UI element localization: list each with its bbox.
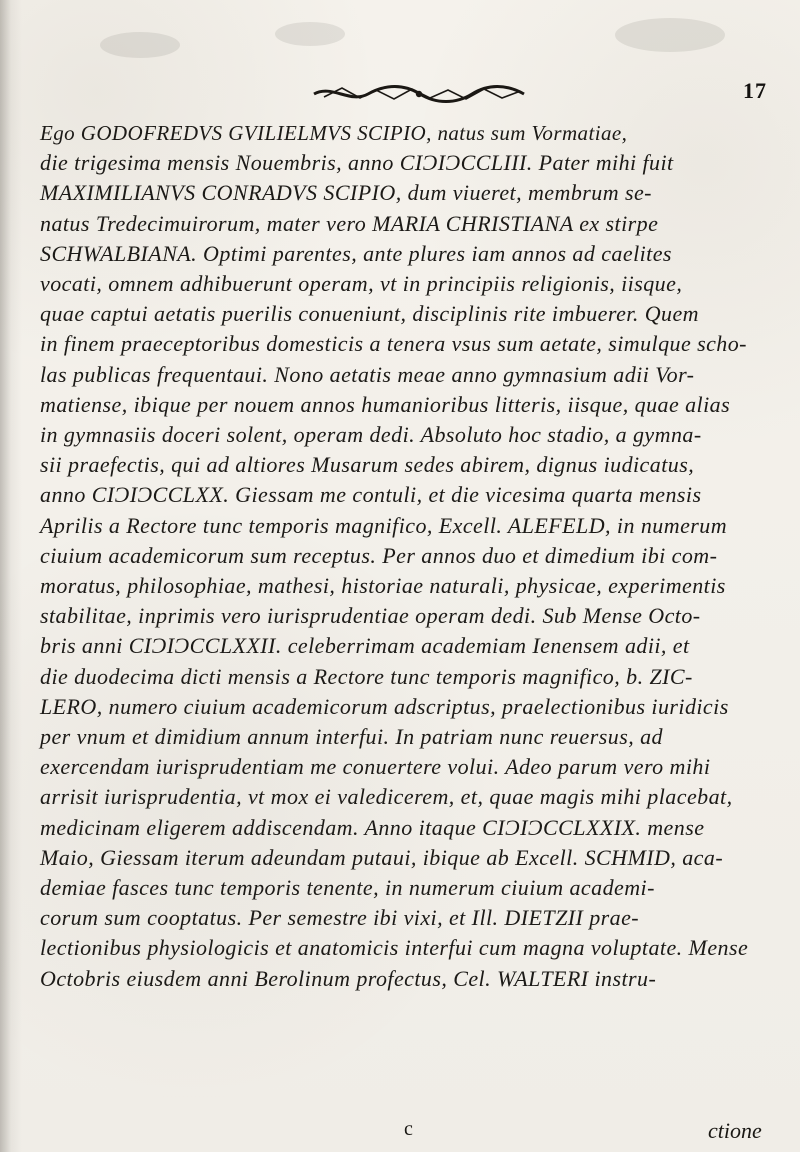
text-line: in finem praeceptoribus domesticis a tenera vsus sum aetate, simulque scho- [40, 331, 747, 357]
text-line: per vnum et dimidium annum interfui. In patriam nunc reuersus, ad [40, 724, 663, 750]
bleed-through-mark [275, 22, 345, 46]
text-line: moratus, philosophiae, mathesi, historiae naturali, physicae, experimentis [40, 573, 726, 599]
text-line: matiense, ibique per nouem annos humanioribus litteris, iisque, quae alias [40, 391, 731, 417]
text-line: lectionibus physiologicis et anatomicis interfui cum magna voluptate. Mense [40, 935, 749, 961]
page-gutter-shadow [0, 0, 22, 1152]
text-line: sii praefectis, qui ad altiores Musarum sedes abirem, dignus iudicatus, [40, 452, 695, 478]
text-line: stabilitae, inprimis vero iurisprudentiae operam dedi. Sub Mense Octo- [40, 603, 701, 629]
text-line: vocati, omnem adhibuerunt operam, vt in principiis religionis, iisque, [40, 271, 683, 297]
catchword: ctione [708, 1118, 762, 1143]
text-line: LERO, numero ciuium academicorum adscriptus, praelectionibus iuridicis [40, 693, 729, 719]
text-line: MAXIMILIANVS CONRADVS SCIPIO, dum viueret, membrum se- [40, 180, 652, 206]
text-line: Octobris eiusdem anni Berolinum profectus, Cel. WALTERI instru- [40, 965, 657, 991]
decorative-header-ornament [312, 82, 526, 106]
text-line: quae captui aetatis puerilis conueniunt, disciplinis rite imbuerer. Quem [40, 301, 700, 327]
text-line: SCHWALBIANA. Optimi parentes, ante plures iam annos ad caelites [40, 240, 672, 266]
text-line: bris anni CIƆIƆCCLXXII. celeberrimam academiam Ienensem adii, et [40, 633, 690, 659]
signature-mark: c [404, 1118, 413, 1140]
text-line: corum sum cooptatus. Per semestre ibi vixi, et Ill. DIETZII prae- [40, 905, 640, 931]
text-line: medicinam eligerem addiscendam. Anno itaque CIƆIƆCCLXXIX. mense [40, 814, 705, 840]
text-line: ciuium academicorum sum receptus. Per annos duo et dimedium ibi com- [40, 542, 718, 568]
text-line: arrisit iurisprudentia, vt mox ei valedicerem, et, quae magis mihi placebat, [40, 784, 733, 810]
text-line: anno CIƆIƆCCLXX. Giessam me contuli, et die vicesima quarta mensis [40, 482, 702, 508]
bleed-through-mark [615, 18, 725, 52]
text-line: Aprilis a Rectore tunc temporis magnifico, Excell. ALEFELD, in numerum [40, 512, 728, 538]
bleed-through-mark [100, 32, 180, 58]
text-line: exercendam iurisprudentiam me conuertere volui. Adeo parum vero mihi [40, 754, 711, 780]
text-line: Maio, Giessam iterum adeundam putaui, ibique ab Excell. SCHMID, aca- [40, 844, 724, 870]
text-line: natus Tredecimuirorum, mater vero MARIA CHRISTIANA ex stirpe [40, 210, 659, 236]
main-text-block [40, 118, 765, 994]
text-line: die duodecima dicti mensis a Rectore tunc temporis magnifico, b. ZIC- [40, 663, 693, 689]
opening-line: Ego GODOFREDVS GVILIELMVS SCIPIO, natus sum Vormatiae, [40, 121, 628, 145]
text-line: demiae fasces tunc temporis tenente, in numerum ciuium academi- [40, 875, 655, 901]
page-number: 17 [743, 78, 767, 103]
text-line: die trigesima mensis Nouembris, anno CIƆIƆCCLIII. Pater mihi fuit [40, 150, 674, 176]
text-line: las publicas frequentaui. Nono aetatis meae anno gymnasium adii Vor- [40, 361, 695, 387]
text-line: in gymnasiis doceri solent, operam dedi. Absoluto hoc stadio, a gymna- [40, 422, 702, 448]
